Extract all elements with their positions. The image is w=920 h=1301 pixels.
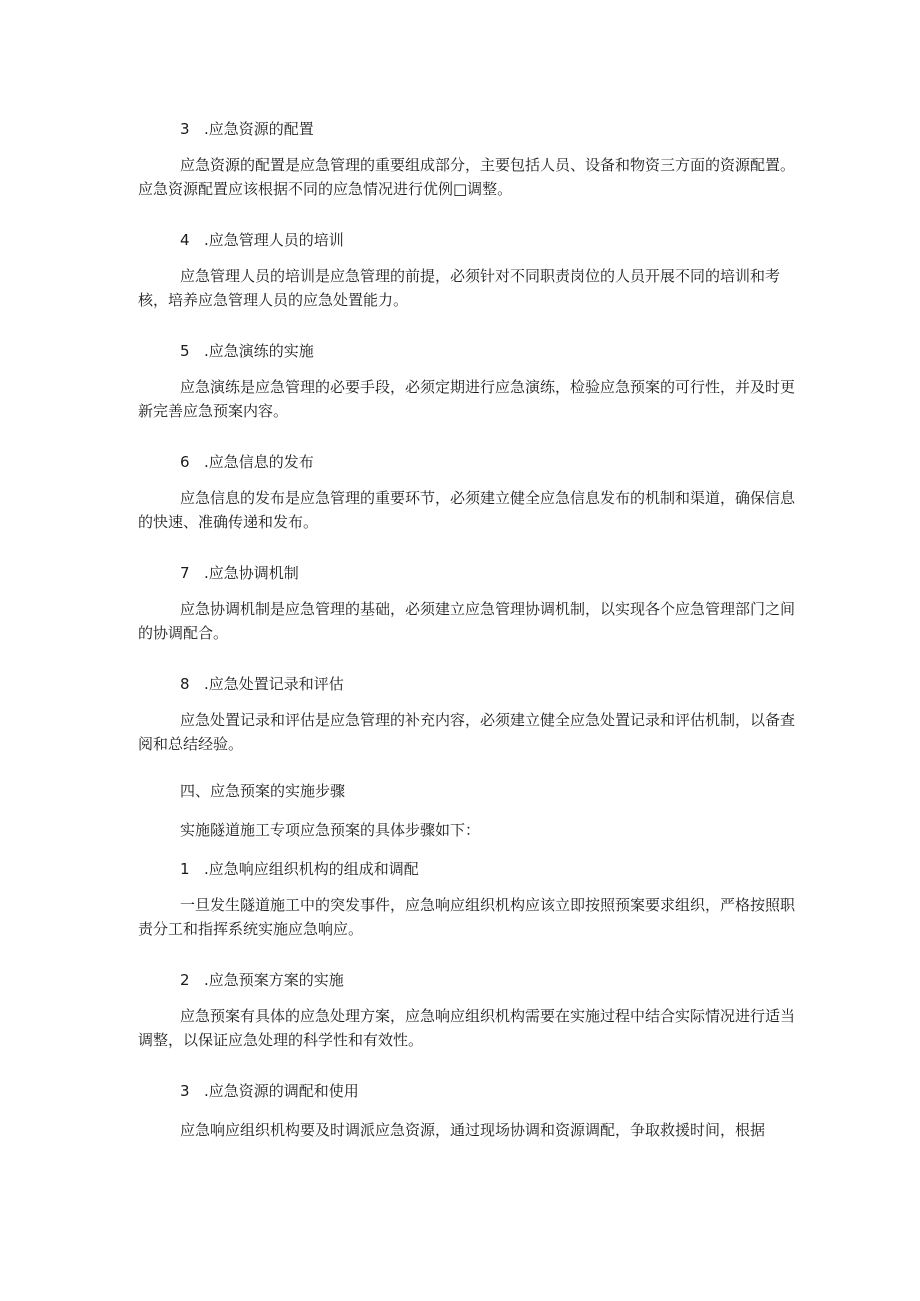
section-heading <box>138 672 840 696</box>
paragraph: 应急信息的发布是应急管理的重要环节，必须建立健全应急信息发布的机制和渠道，确保信息的快速、准确传递和发布。 <box>138 489 796 531</box>
section-heading <box>138 117 840 141</box>
heading-text: .应急预案方案的实施 <box>204 971 344 989</box>
heading-text: .应急演练的实施 <box>204 342 314 360</box>
section-heading <box>138 1079 840 1103</box>
heading-number: 2 <box>180 971 190 989</box>
paragraph: 应急预案有具体的应急处理方案，应急响应组织机构需要在实施过程中结合实际情况进行适当调整，以保证应急处理的科学性和有效性。 <box>138 1007 796 1049</box>
heading-text: .应急协调机制 <box>204 564 299 582</box>
heading-number: 6 <box>180 453 190 471</box>
heading-number: 3 <box>180 1082 190 1100</box>
heading-number: 3 <box>180 120 190 138</box>
section-heading <box>138 561 840 585</box>
paragraph: 应急演练是应急管理的必要手段，必须定期进行应急演练，检验应急预案的可行性，并及时更新完善应急预案内容。 <box>138 378 796 420</box>
heading-number: 7 <box>180 564 190 582</box>
paragraph: 应急协调机制是应急管理的基础，必须建立应急管理协调机制，以实现各个应急管理部门之间的协调配合。 <box>138 600 796 642</box>
heading-text: .应急信息的发布 <box>204 453 314 471</box>
heading-text: .应急资源的配置 <box>204 120 314 138</box>
section-heading <box>138 228 840 252</box>
heading-number: 1 <box>180 860 190 878</box>
section-heading <box>138 968 840 992</box>
heading-number: 5 <box>180 342 190 360</box>
heading-number: 4 <box>180 231 190 249</box>
paragraph: 应急处置记录和评估是应急管理的补充内容，必须建立健全应急处置记录和评估机制，以备查阅和总结经验。 <box>138 711 796 753</box>
heading-text: .应急响应组织机构的组成和调配 <box>204 860 419 878</box>
paragraph: 一旦发生隧道施工中的突发事件，应急响应组织机构应该立即按照预案要求组织，严格按照职责分工和指挥系统实施应急响应。 <box>138 896 796 938</box>
paragraph: 应急管理人员的培训是应急管理的前提，必须针对不同职责岗位的人员开展不同的培训和考核，培养应急管理人员的应急处置能力。 <box>138 267 781 309</box>
paragraph: 应急资源的配置是应急管理的重要组成部分，主要包括人员、设备和物资三方面的资源配置。应急资源配置应该根据不同的应急情况进行优例□调整。 <box>138 156 796 198</box>
paragraph: 应急响应组织机构要及时调派应急资源，通过现场协调和资源调配，争取救援时间，根据 <box>180 1121 766 1139</box>
section-heading <box>138 339 840 363</box>
heading-text: .应急管理人员的培训 <box>204 231 344 249</box>
section-heading <box>138 857 840 881</box>
heading-text: .应急处置记录和评估 <box>204 675 344 693</box>
heading-text: .应急资源的调配和使用 <box>204 1082 359 1100</box>
heading-number: 8 <box>180 675 190 693</box>
section-heading <box>138 450 840 474</box>
chapter-heading: 四、应急预案的实施步骤 <box>180 782 346 800</box>
paragraph: 实施隧道施工专项应急预案的具体步骤如下： <box>180 821 481 839</box>
